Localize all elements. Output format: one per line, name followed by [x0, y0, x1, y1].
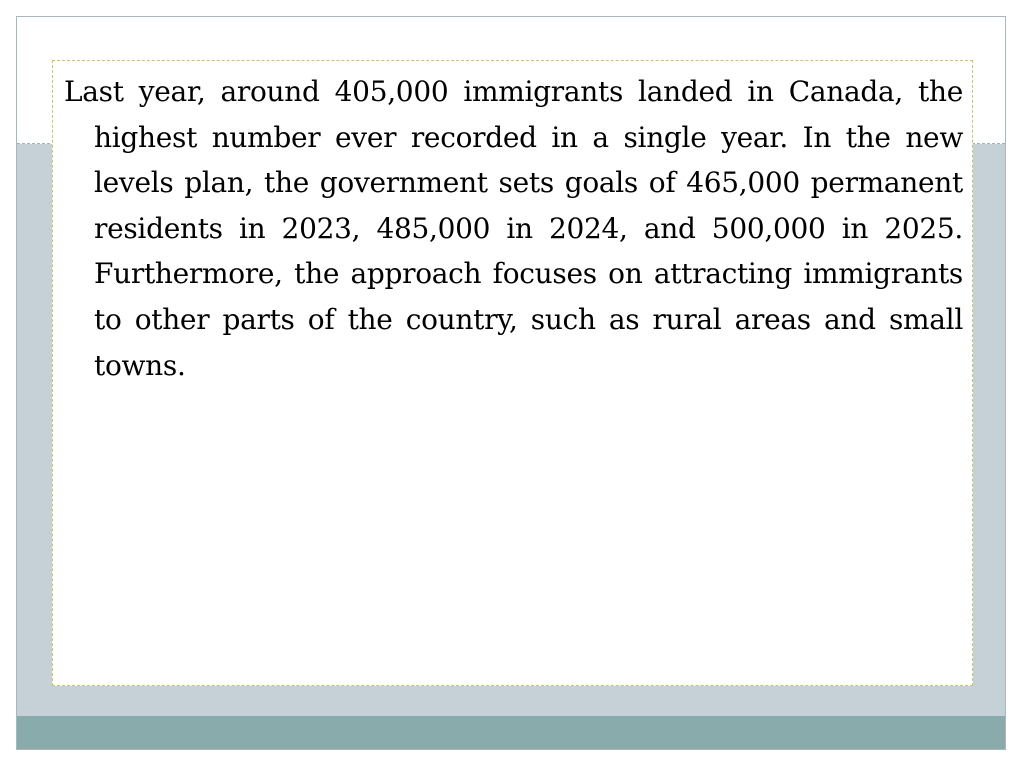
body-paragraph: Last year, around 405,000 immigrants landed in Canada, the highest number ever recorded in a single year. In the new levels plan, the government sets goals of 465,000 permanent residents in 2023, 485,000 in 2024, and 500,000 in 2025. Furthermore, the approach focuses on attracting immigrants to other parts of the country, such as rural areas and small towns.: [64, 75, 963, 382]
footer-bar: [17, 716, 1005, 750]
content-textbox[interactable]: [52, 60, 973, 686]
